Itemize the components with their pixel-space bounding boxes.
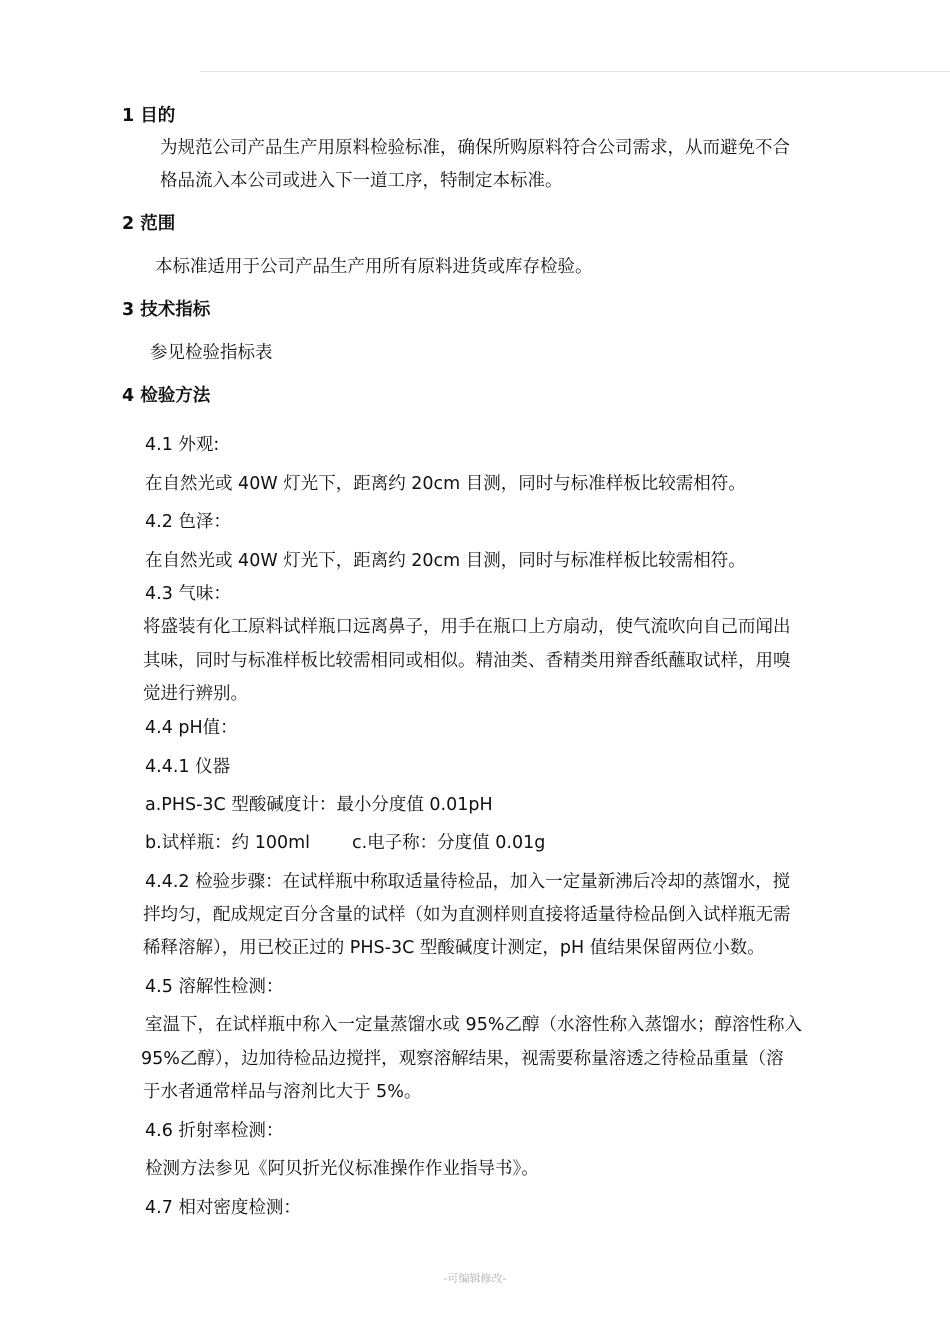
item-4-3-heading: 4.3 气味：: [145, 584, 231, 604]
item-4-5-heading: 4.5 溶解性检测：: [145, 977, 284, 997]
item-4-4-2-line-3: 稀释溶解），用已校正过的 PHS-3C 型酸碱度计测定，pH 值结果保留两位小数。: [143, 938, 765, 958]
item-4-2-text: 在自然光或 40W 灯光下，距离约 20cm 目测，同时与标准样板比较需相符。: [145, 551, 746, 571]
item-4-4-heading: 4.4 pH值：: [145, 718, 238, 738]
item-4-4-1-c: c.电子称：分度值 0.01g: [352, 833, 546, 853]
page-footer: -可编辑修改-: [443, 1272, 507, 1285]
item-4-4-1-b: b.试样瓶：约 100ml: [145, 833, 311, 853]
item-4-6-heading: 4.6 折射率检测：: [145, 1121, 284, 1141]
item-4-3-text-line-3: 觉进行辨别。: [143, 684, 248, 704]
item-4-4-2-line-2: 拌均匀，配成规定百分含量的试样（如为直测样则直接将适量待检品倒入试样瓶无需: [143, 905, 791, 925]
section-1-text-line-2: 格品流入本公司或进入下一道工序，特制定本标准。: [160, 171, 563, 191]
section-4-heading: 4 检验方法: [122, 386, 211, 406]
item-4-4-2-line-1: 4.4.2 检验步骤：在试样瓶中称取适量待检品，加入一定量新沸后冷却的蒸馏水，搅: [145, 872, 791, 892]
item-4-5-text-line-1: 室温下，在试样瓶中称入一定量蒸馏水或 95%乙醇（水溶性称入蒸馏水；醇溶性称入: [145, 1015, 802, 1035]
item-4-3-text-line-2: 其味，同时与标准样板比较需相同或相似。精油类、香精类用辩香纸蘸取试样，用嗅: [143, 651, 791, 671]
section-1-text-line-1: 为规范公司产品生产用原料检验标准，确保所购原料符合公司需求，从而避免不合: [160, 138, 790, 158]
item-4-4-1-a: a.PHS-3C 型酸碱度计：最小分度值 0.01pH: [145, 795, 493, 815]
item-4-7-heading: 4.7 相对密度检测：: [145, 1198, 301, 1218]
item-4-2-heading: 4.2 色泽：: [145, 512, 231, 532]
item-4-5-text-line-2: 95%乙醇），边加待检品边搅拌，观察溶解结果，视需要称量溶透之待检品重量（溶: [141, 1049, 784, 1069]
section-3-heading: 3 技术指标: [122, 300, 211, 320]
item-4-4-1-heading: 4.4.1 仪器: [145, 757, 231, 777]
section-1-heading: 1 目的: [122, 106, 176, 126]
section-3-text: 参见检验指标表: [150, 343, 273, 363]
item-4-1-heading: 4.1 外观:: [145, 435, 220, 455]
section-2-text: 本标准适用于公司产品生产用所有原料进货或库存检验。: [155, 257, 593, 277]
item-4-1-text: 在自然光或 40W 灯光下，距离约 20cm 目测，同时与标准样板比较需相符。: [145, 474, 746, 494]
item-4-5-text-line-3: 于水者通常样品与溶剂比大于 5%。: [143, 1082, 422, 1102]
header-rule: [200, 71, 950, 72]
item-4-3-text-line-1: 将盛装有化工原料试样瓶口远离鼻子，用手在瓶口上方扇动，使气流吹向自己而闻出: [143, 617, 791, 637]
item-4-6-text: 检测方法参见《阿贝折光仪标准操作作业指导书》。: [145, 1159, 539, 1179]
section-2-heading: 2 范围: [122, 214, 176, 234]
